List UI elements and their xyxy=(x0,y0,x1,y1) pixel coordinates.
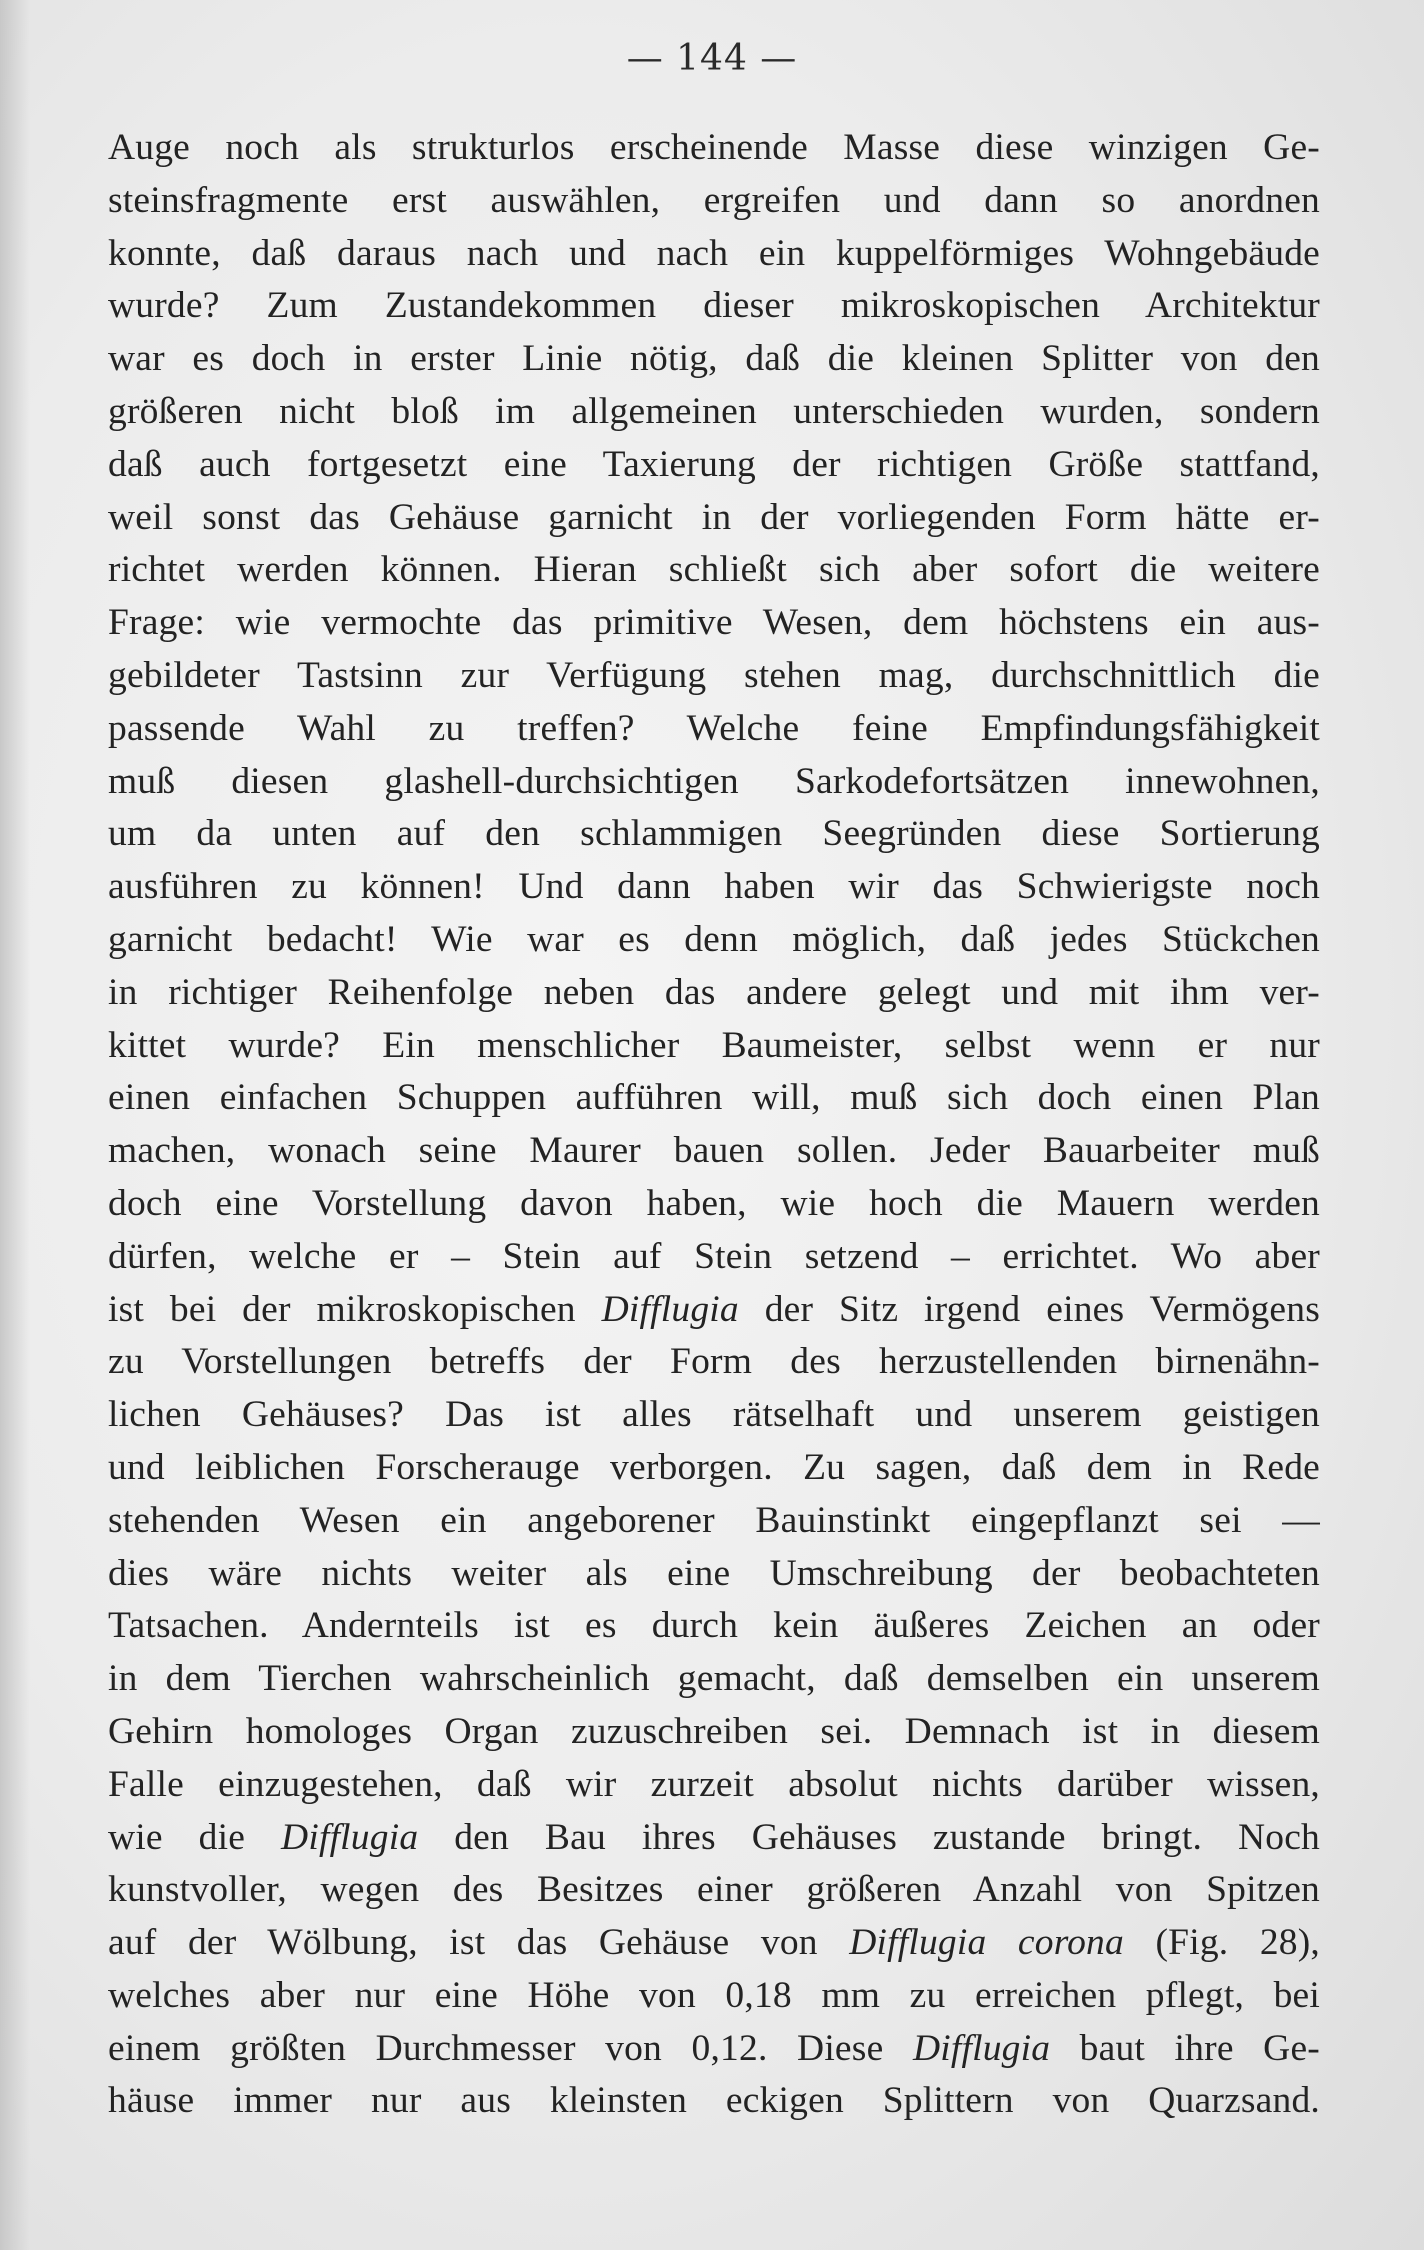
text-line: kunstvoller, wegen des Besitzes einer größeren Anzahl von Spitzen xyxy=(108,1869,1320,1911)
text-line: passende Wahl zu treffen? Welche feine Empfindungsfähigkeit xyxy=(108,707,1320,749)
text-line: war es doch in erster Linie nötig, daß die kleinen Splitter von den xyxy=(108,338,1320,380)
text-line: Falle einzugestehen, daß wir zurzeit absolut nichts darüber wissen, xyxy=(108,1763,1320,1805)
text-line: einen einfachen Schuppen aufführen will, muß sich doch einen Plan xyxy=(108,1077,1320,1119)
text-line: Auge noch als strukturlos erscheinende Masse diese winzigen Ge- xyxy=(108,127,1320,168)
text-line: häuse immer nur aus kleinsten eckigen Splittern von Quarzsand. xyxy=(108,2080,1320,2122)
body-text xyxy=(108,122,1320,2128)
text-line: in dem Tierchen wahrscheinlich gemacht, daß demselben ein unserem xyxy=(108,1658,1320,1700)
text-line: richtet werden können. Hieran schließt sich aber sofort die weitere xyxy=(108,549,1320,591)
text-line: größeren nicht bloß im allgemeinen unterschieden wurden, sondern xyxy=(108,390,1320,432)
text-line: gebildeter Tastsinn zur Verfügung stehen mag, durchschnittlich die xyxy=(108,654,1320,696)
text-line: kittet wurde? Ein menschlicher Baumeister, selbst wenn er nur xyxy=(108,1024,1320,1066)
text-line: Gehirn homologes Organ zuzuschreiben sei. Demnach ist in diesem xyxy=(108,1710,1320,1752)
text-line: steinsfragmente erst auswählen, ergreifen und dann so anordnen xyxy=(108,179,1320,221)
text-line: ist bei der mikroskopischen Difflugia der Sitz irgend eines Vermögens xyxy=(108,1288,1320,1330)
text-line: wurde? Zum Zustandekommen dieser mikroskopischen Architektur xyxy=(108,285,1320,327)
text-line: dürfen, welche er – Stein auf Stein setzend – errichtet. Wo aber xyxy=(108,1235,1320,1277)
text-line: doch eine Vorstellung davon haben, wie hoch die Mauern werden xyxy=(108,1182,1320,1224)
text-line: ausführen zu können! Und dann haben wir das Schwierigste noch xyxy=(108,866,1320,908)
species-name: Difflugia corona xyxy=(849,1922,1124,1964)
text-line: welches aber nur eine Höhe von 0,18 mm zu erreichen pflegt, bei xyxy=(108,1974,1320,2016)
text-line: auf der Wölbung, ist das Gehäuse von Difflugia corona (Fig. 28), xyxy=(108,1922,1320,1964)
text-line: wie die Difflugia den Bau ihres Gehäuses zustande bringt. Noch xyxy=(108,1816,1320,1858)
text-line: um da unten auf den schlammigen Seegründen diese Sortierung xyxy=(108,813,1320,855)
text-line: stehenden Wesen ein angeborener Bauinstinkt eingepflanzt sei — xyxy=(108,1499,1320,1541)
text-line: dies wäre nichts weiter als eine Umschreibung der beobachteten xyxy=(108,1552,1320,1594)
text-line: weil sonst das Gehäuse garnicht in der vorliegenden Form hätte er- xyxy=(108,496,1320,538)
species-name: Difflugia xyxy=(912,2027,1051,2069)
text-line: einem größten Durchmesser von 0,12. Diese Difflugia baut ihre Ge- xyxy=(108,2027,1320,2069)
page-number: — 144 — xyxy=(626,38,798,79)
text-line: machen, wonach seine Maurer bauen sollen. Jeder Bauarbeiter muß xyxy=(108,1130,1320,1172)
text-line: und leiblichen Forscherauge verborgen. Zu sagen, daß dem in Rede xyxy=(108,1446,1320,1488)
species-name: Difflugia xyxy=(281,1816,419,1858)
page-gutter-shadow xyxy=(0,0,30,2250)
text-line: muß diesen glashell-durchsichtigen Sarkodefortsätzen innewohnen, xyxy=(108,760,1320,802)
text-line: konnte, daß daraus nach und nach ein kuppelförmiges Wohngebäude xyxy=(108,232,1320,274)
text-line: garnicht bedacht! Wie war es denn möglich, daß jedes Stückchen xyxy=(108,918,1320,960)
species-name: Difflugia xyxy=(601,1288,739,1330)
text-line: daß auch fortgesetzt eine Taxierung der richtigen Größe stattfand, xyxy=(108,443,1320,485)
text-line: Tatsachen. Andernteils ist es durch kein äußeres Zeichen an oder xyxy=(108,1605,1320,1647)
text-line: in richtiger Reihenfolge neben das andere gelegt und mit ihm ver- xyxy=(108,971,1320,1013)
text-line: Frage: wie vermochte das primitive Wesen, dem höchstens ein aus- xyxy=(108,602,1320,644)
text-line: lichen Gehäuses? Das ist alles rätselhaft und unserem geistigen xyxy=(108,1394,1320,1436)
text-line: zu Vorstellungen betreffs der Form des herzustellenden birnenähn- xyxy=(108,1341,1320,1383)
